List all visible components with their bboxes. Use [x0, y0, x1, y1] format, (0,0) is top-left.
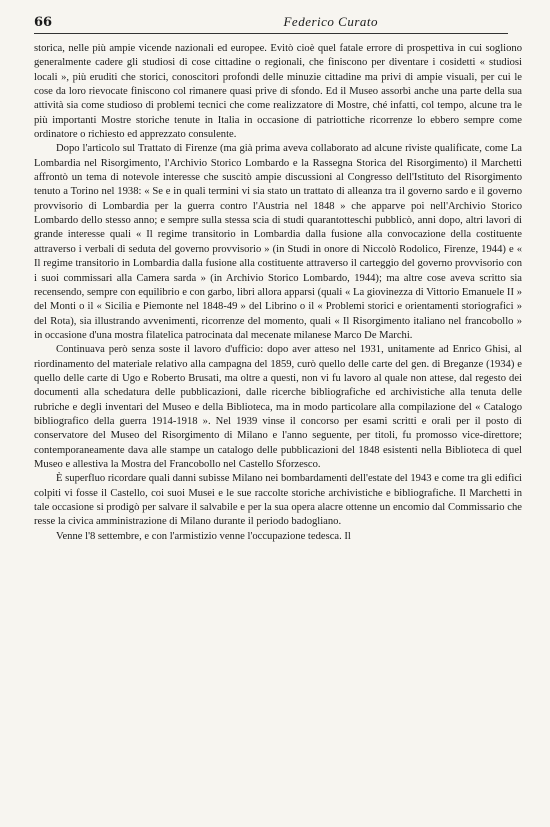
paragraph: È superfluo ricordare quali danni subisse Milano nei bombardamenti dell'estate del 1943 e come tra gli edifici colpiti vi fosse il Castello, coi suoi Musei e le sue raccolte storiche archivistiche e bibliografiche. Il Marchetti in tale occasione si prodigò per salvare il salvabile e per la sua opera alacre ottenne un encomio dal Commissario che resse la civica amministrazione di Milano durante il periodo badogliano.	[34, 473, 522, 528]
paragraph: storica, nelle più ampie vicende nazionali ed europee. Evitò cioè quel fatale errore di prospettiva in cui sogliono generalmente cadere gli studiosi di cose cittadine o regionali, che finiscono per diventare i cosidetti « studiosi locali », più eruditi che storici, conoscitori profondi delle minuzie cittadine ma privi di ampie visuali, per cui le cose da loro rievocate finiscono col rimanere quasi prive di sfondo. Ed il Museo assorbì anche una parte della sua attività sia come studioso di problemi tecnici che come realizzatore di Mostre, ché infatti, col tempo, alcune tra le più importanti Mostre storiche tenute in Italia in occasione di patriottiche ricorrenze lo ebbero sempre come ordinatore o richiesto ed apprezzato consulente.	[34, 43, 522, 141]
paragraph: Dopo l'articolo sul Trattato di Firenze (ma già prima aveva collaborato ad alcune riviste qualificate, come La Lombardia nel Risorgimento, l'Archivio Storico Lombardo e la Rassegna Storica del Risorgimento) il Marchetti affrontò un tema di notevole interesse che suscitò ampie discussioni al Congresso dell'Istituto del Risorgimento tenuto a Torino nel 1938: « Se e in quali termini vi sia stato un trattato di alleanza tra il governo sardo e il governo provvisorio di Lombardia per la guerra contro l'Austria nel 1848 » che apparve poi nell'Archivio Storico Lombardo dello stesso anno; e sempre sulla stessa scia di studi quarantotteschi pubblicò, anni dopo, altri lavori di grande interesse quali « Il regime transitorio in Lombardia dalla fusione alla convocazione della costituente attraverso i verbali di seduta del governo provvisorio » (in Studi in onore di Niccolò Rodolico, Firenze, 1944) e « Il regime transitorio in Lombardia dalla fusione alla costituente attraverso il carteggio del governo provvisorio con i suoi commissari alla Camera sarda » (in Archivio Storico Lombardo, 1944); ma altre cose aveva scritto sia recensendo, sempre con equilibrio e con garbo, libri allora apparsi (quali « La giovinezza di Vittorio Emanuele II » del Monti o il « Sicilia e Piemonte nel 1848-49 » del Librino o il « Problemi storici e orientamenti storiografici » del Rota), sia illustrando avvenimenti, ricorrenze del momento, quali « Il Risorgimento italiano nel francobollo » in occasione d'una mostra filatelica patrocinata dal mecenate milanese Marco De Marchi.	[34, 143, 522, 341]
page-number: 66	[34, 15, 53, 30]
paragraph: Continuava però senza soste il lavoro d'ufficio: dopo aver atteso nel 1931, unitamente ad Enrico Ghisi, al riordinamento del materiale relativo alla campagna del 1859, curò quello delle carte del gen. di Breganze (1934) e quello delle carte di Ugo e Roberto Brusati, ma oltre a questi, non vi fu lavoro al quale non attese, dal regesto dei documenti alla schedatura delle pubblicazioni, dalle ricerche bibliografiche ed archivistiche alla tenuta delle rubriche e degli inventari del Museo e della Biblioteca, ma in modo particolare alla compilazione del « Catalogo bibliografico della guerra 1914-1918 ». Nel 1939 vinse il concorso per esami scritti e orali per il posto di conservatore del Museo del Risorgimento di Milano e l'anno seguente, per titoli, fu promosso vice-direttore; contemporaneamente dava alle stampe un catalogo delle pubblicazioni del 1848 esistenti nella Biblioteca di quel Museo e allestiva la Mostra del Francobollo nel Castello Sforzesco.	[34, 344, 522, 470]
paragraph: Venne l'8 settembre, e con l'armistizio venne l'occupazione tedesca. Il	[56, 530, 351, 542]
running-head: Federico Curato	[283, 14, 378, 29]
body-text	[34, 42, 522, 544]
page-header	[34, 14, 508, 34]
